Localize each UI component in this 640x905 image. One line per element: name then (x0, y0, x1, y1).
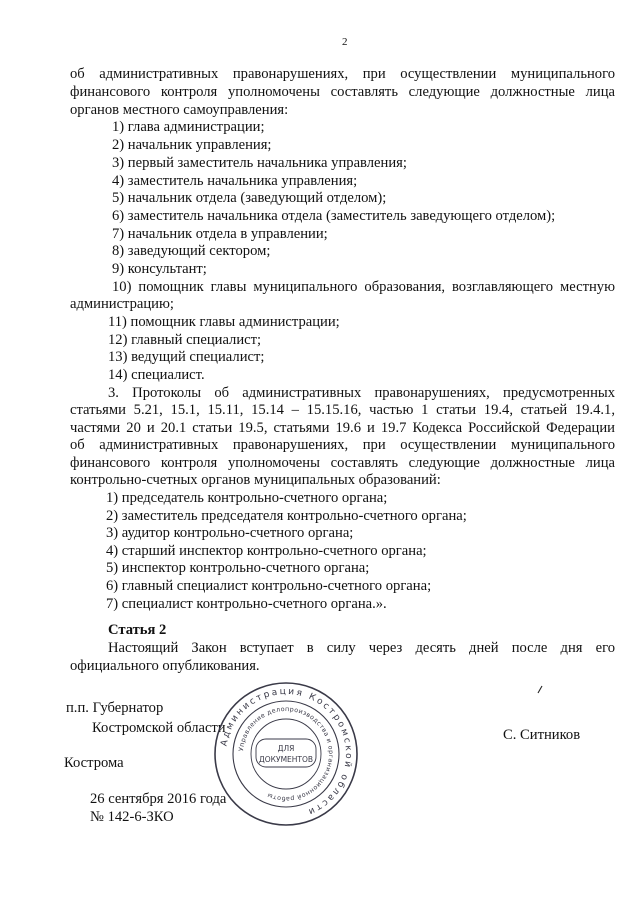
list-item: 5) начальник отдела (заведующий отделом); (112, 190, 387, 206)
list-item: 6) заместитель начальника отдела (заместитель заведующего отделом); (112, 208, 556, 224)
list-item: 14) специалист. (108, 367, 205, 383)
official-seal (212, 680, 360, 828)
list-item: 2) начальник управления; (112, 137, 272, 153)
text-line: контрольно-счетных органов муниципальных образований: (70, 472, 441, 488)
list-item: 1) глава администрации; (112, 119, 265, 135)
text-line: об административных правонарушениях, при осуществлении муниципального (70, 437, 615, 453)
city: Кострома (64, 755, 124, 771)
signatory-title: п.п. Губернатор (66, 700, 164, 716)
text-line: об административных правонарушениях, при осуществлении муниципального (70, 66, 615, 82)
list-item: 6) главный специалист контрольно-счетного органа; (106, 578, 432, 594)
text-line: Настоящий Закон вступает в силу через десять дней после дня его (108, 640, 615, 656)
seal-center-line1: ДЛЯ (277, 744, 295, 753)
list-item: 10) помощник главы муниципального образования, возглавляющего местную (112, 279, 615, 295)
list-item: 5) инспектор контрольно-счетного органа; (106, 560, 370, 576)
seal-inner-text: Управление делопроизводства и организационной работы (238, 705, 335, 803)
text-line: частями 20 и 20.1 статьи 19.5, статьями 19.6 и 19.7 Кодекса Российской Федерации (70, 420, 615, 436)
list-item: 4) старший инспектор контрольно-счетного органа; (106, 543, 427, 559)
law-date: 26 сентября 2016 года (90, 791, 227, 807)
list-item: 11) помощник главы администрации; (108, 314, 340, 330)
list-item: 13) ведущий специалист; (108, 349, 265, 365)
pen-mark (536, 685, 544, 695)
list-item: 3) первый заместитель начальника управления; (112, 155, 407, 171)
signatory-region: Костромской области (92, 720, 226, 736)
article-heading: Статья 2 (108, 622, 167, 638)
page-number: 2 (342, 36, 348, 48)
seal-center-line2: ДОКУМЕНТОВ (258, 755, 314, 764)
list-item: 4) заместитель начальника управления; (112, 173, 358, 189)
text-line: финансового контроля уполномочены составлять следующие должностные лица (70, 455, 615, 471)
list-item: 7) начальник отдела в управлении; (112, 226, 328, 242)
seal-outer-text: Администрация Костромской области (219, 686, 354, 818)
signatory-name: С. Ситников (503, 727, 581, 743)
text-line: статьями 5.21, 15.1, 15.11, 15.14 – 15.15.16, частью 1 статьи 19.4, статьей 19.4.1, (70, 402, 615, 418)
text-line: финансового контроля уполномочены составлять следующие должностные лица (70, 84, 615, 100)
list-item: 3) аудитор контрольно-счетного органа; (106, 525, 354, 541)
law-number: № 142-6-ЗКО (90, 809, 174, 825)
list-item: 2) заместитель председателя контрольно-счетного органа; (106, 508, 467, 524)
list-item: 12) главный специалист; (108, 332, 262, 348)
list-item: 1) председатель контрольно-счетного органа; (106, 490, 388, 506)
list-item: 9) консультант; (112, 261, 207, 277)
text-line: 3. Протоколы об административных правонарушениях, предусмотренных (108, 385, 615, 401)
text-line: официального опубликования. (70, 658, 260, 674)
text-line: органов местного самоуправления: (70, 102, 289, 118)
list-item: 8) заведующий сектором; (112, 243, 271, 259)
list-item-continuation: администрацию; (70, 296, 174, 312)
list-item: 7) специалист контрольно-счетного органа.». (106, 596, 387, 612)
